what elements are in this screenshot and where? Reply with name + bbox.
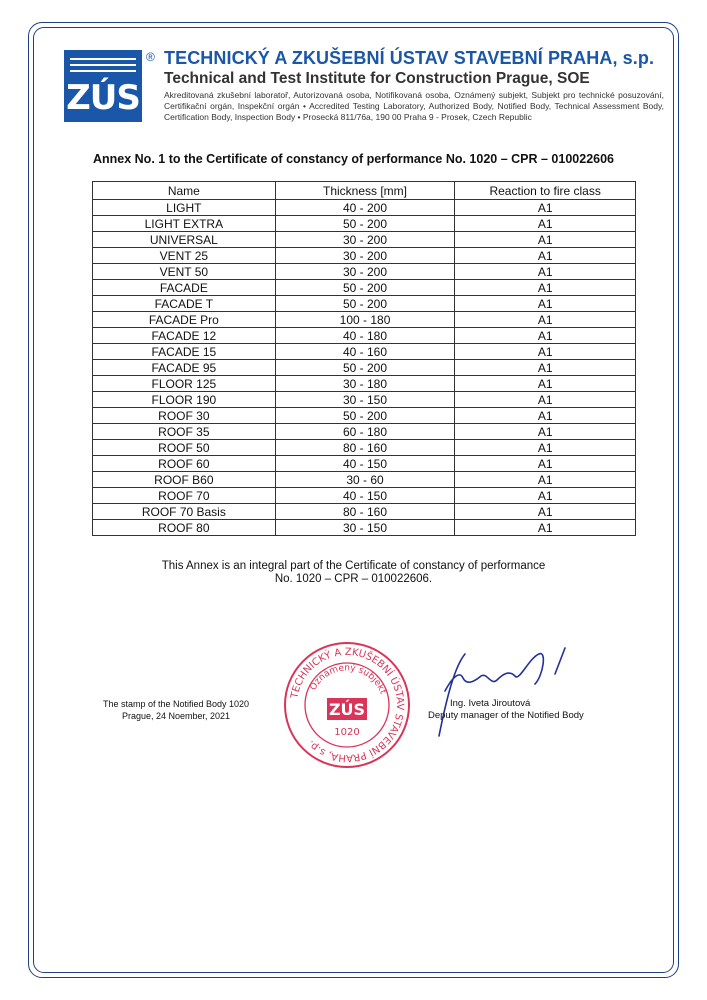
table-row [93,216,636,232]
table-row [93,232,636,248]
thickness-cell: 80 - 160 [275,440,455,456]
signatory-name: Ing. Iveta Jiroutová [450,698,531,709]
product-name-cell: FACADE 15 [93,344,276,360]
product-name-cell: ROOF 70 [93,488,276,504]
table-row [93,248,636,264]
thickness-cell: 50 - 200 [275,408,455,424]
product-name-cell: VENT 25 [93,248,276,264]
fire-class-cell: A1 [455,376,636,392]
signatory-block [428,698,598,722]
institute-title: TECHNICKÝ A ZKUŠEBNÍ ÚSTAV STAVEBNÍ PRAHA, s.p. [164,48,655,68]
thickness-cell: 40 - 200 [275,200,455,216]
fire-class-cell: A1 [455,296,636,312]
fire-class-cell: A1 [455,392,636,408]
table-row [93,344,636,360]
table-row [93,312,636,328]
annex-title: Annex No. 1 to the Certificate of constancy of performance No. 1020 – CPR – 010022606 [92,152,614,166]
thickness-cell: 50 - 200 [275,360,455,376]
thickness-cell: 40 - 180 [275,328,455,344]
stamp-number: 1020 [334,727,360,738]
product-name-cell: ROOF 60 [93,456,276,472]
annex-note-line1: This Annex is an integral part of the Certificate of constancy of performance [161,560,546,572]
table-row [93,280,636,296]
product-name-cell: FACADE 12 [93,328,276,344]
table-row [93,424,636,440]
fire-class-cell: A1 [455,488,636,504]
table-row [93,408,636,424]
notified-body-stamp [282,640,412,770]
stamp-ring-text: TECHNICKÝ A ZKUŠEBNÍ ÚSTAV STAVEBNÍ PRAHA, s.p. [289,646,406,764]
thickness-cell: 30 - 200 [275,248,455,264]
signatory-role: Deputy manager of the Notified Body [428,710,584,721]
institute-subtitle: Technical and Test Institute for Construction Prague, SOE [164,70,590,87]
thickness-cell: 30 - 150 [275,520,455,536]
thickness-cell: 30 - 180 [275,376,455,392]
product-name-cell: ROOF 70 Basis [93,504,276,520]
thickness-cell: 50 - 200 [275,296,455,312]
stamp-caption [96,698,256,722]
table-row [93,200,636,216]
fire-class-cell: A1 [455,216,636,232]
product-name-cell: ROOF 35 [93,424,276,440]
thickness-cell: 50 - 200 [275,280,455,296]
header-name: Name [93,182,276,200]
product-name-cell: LIGHT EXTRA [93,216,276,232]
fire-class-cell: A1 [455,280,636,296]
table-row [93,504,636,520]
fire-class-cell: A1 [455,248,636,264]
annex-note-line2: No. 1020 – CPR – 010022606. [274,573,433,585]
product-name-cell: ROOF 80 [93,520,276,536]
table-header-row [93,182,636,200]
product-name-cell: UNIVERSAL [93,232,276,248]
table-row [93,472,636,488]
zus-logo [64,50,142,122]
table-row [93,376,636,392]
product-name-cell: FACADE 95 [93,360,276,376]
handwritten-signature [425,636,585,746]
thickness-cell: 60 - 180 [275,424,455,440]
product-name-cell: FACADE [93,280,276,296]
stamp-caption-line1: The stamp of the Notified Body 1020 [102,699,250,709]
fire-class-cell: A1 [455,520,636,536]
fire-class-cell: A1 [455,472,636,488]
thickness-cell: 40 - 160 [275,344,455,360]
table-row [93,520,636,536]
annex-note [0,560,707,586]
product-name-cell: FLOOR 125 [93,376,276,392]
thickness-cell: 40 - 150 [275,488,455,504]
product-name-cell: FACADE T [93,296,276,312]
header-thickness: Thickness [mm] [275,182,455,200]
table-row [93,264,636,280]
thickness-cell: 30 - 200 [275,264,455,280]
table-row [93,456,636,472]
product-name-cell: FLOOR 190 [93,392,276,408]
fire-class-cell: A1 [455,360,636,376]
stamp-inner-text: Oznámený subjekt [308,663,388,696]
fire-class-cell: A1 [455,504,636,520]
fire-class-cell: A1 [455,408,636,424]
fire-class-cell: A1 [455,344,636,360]
table-row [93,488,636,504]
fire-class-cell: A1 [455,232,636,248]
stamp-logo-text: ZÚS [328,700,366,719]
product-name-cell: ROOF 50 [93,440,276,456]
table-row [93,328,636,344]
fire-class-cell: A1 [455,200,636,216]
performance-table [92,181,636,536]
table-row [93,360,636,376]
table-row [93,440,636,456]
thickness-cell: 50 - 200 [275,216,455,232]
fire-class-cell: A1 [455,456,636,472]
fire-class-cell: A1 [455,328,636,344]
zus-logo-text: ZÚS [66,78,140,118]
fire-class-cell: A1 [455,424,636,440]
fire-class-cell: A1 [455,264,636,280]
thickness-cell: 30 - 150 [275,392,455,408]
product-name-cell: LIGHT [93,200,276,216]
header-fire-class: Reaction to fire class [455,182,636,200]
product-name-cell: ROOF B60 [93,472,276,488]
product-name-cell: VENT 50 [93,264,276,280]
registered-mark: ® [146,50,155,64]
product-name-cell: FACADE Pro [93,312,276,328]
thickness-cell: 30 - 60 [275,472,455,488]
stamp-caption-line2: Prague, 24 Noember, 2021 [121,711,231,721]
thickness-cell: 100 - 180 [275,312,455,328]
fire-class-cell: A1 [455,312,636,328]
product-name-cell: ROOF 30 [93,408,276,424]
fire-class-cell: A1 [455,440,636,456]
institute-description: Akreditovaná zkušební laboratoř, Autorizovaná osoba, Notifikovaná osoba, Oznámený subjekt, Subjekt pro technické posuzování, Certifikační orgán, Inspekční orgán • Accredited Testing Laboratory, Authorized Body, Notified Body, Technical Assessment Body, Certification Body, Inspection Body • Prosecká 811/76a, 190 00 Praha 9 - Prosek, Czech Republic [164,90,664,122]
table-row [93,296,636,312]
thickness-cell: 30 - 200 [275,232,455,248]
thickness-cell: 80 - 160 [275,504,455,520]
thickness-cell: 40 - 150 [275,456,455,472]
table-row [93,392,636,408]
